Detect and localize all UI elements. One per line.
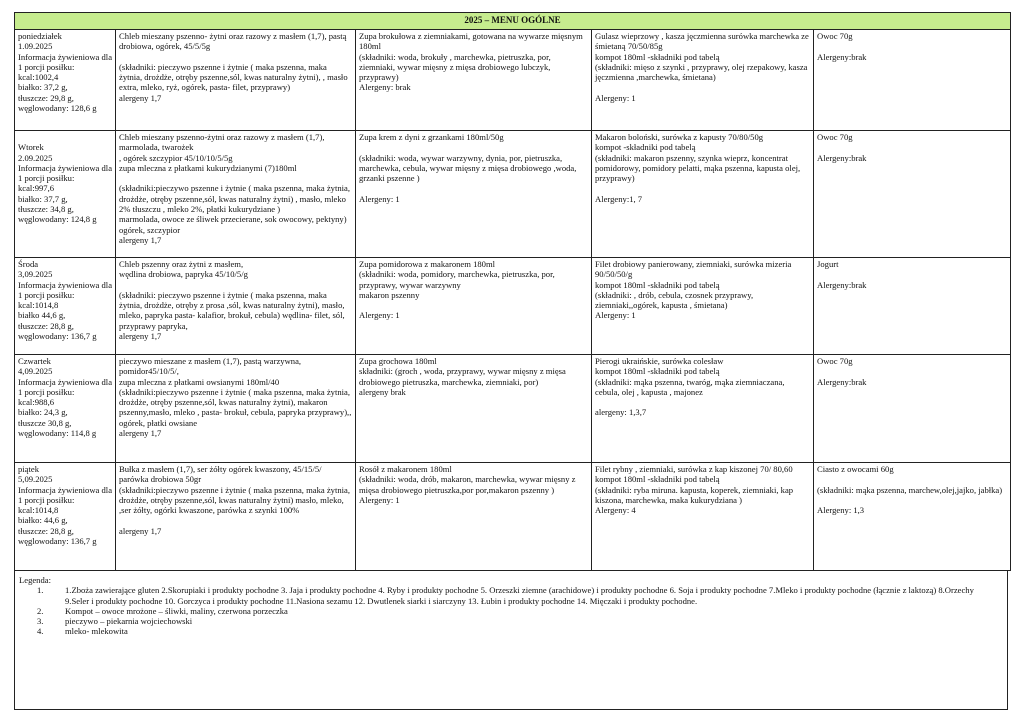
soup-cell: Zupa grochowa 180ml składniki: (groch , woda, przyprawy, wywar mięsny z mięsa drobiowego pietruszka, marchewka, ziemniaki, por) alergeny brak — [356, 355, 592, 463]
day-info: Czwartek 4,09.2025 Informacja żywieniowa dla 1 porcji posiłku: kcal:988,6 białko: 24,3 g, tłuszcze 30,8 g, węglowodany: 114,8 g — [15, 355, 116, 463]
legend-item-text: pieczywo – piekarnia wojciechowski — [65, 616, 193, 627]
main-course-cell: Filet rybny , ziemniaki, surówka z kap kiszonej 70/ 80,60 kompot 180ml -składniki pod tabelą (składniki: ryba miruna. kapusta, koperek, ziemniaki, kap kiszona, marchewka, maka kukurydziana ) Alergeny: 4 — [592, 463, 814, 571]
day-info: piątek 5,09.2025 Informacja żywieniowa dla 1 porcji posiłku: kcal:1014,8 białko: 44,6 g, tłuszcze: 28,8 g, węglowodany: 136,7 g — [15, 463, 116, 571]
breakfast-cell: Chleb mieszany pszenno-żytni oraz razowy z masłem (1,7), marmolada, twarożek , ogórek szczypior 45/10/10/5/5g zupa mleczna z płatkami kukurydzianymi (7)180ml (składniki:pieczywo pszenne i żytnie ( maka pszenna, maka żytnia, drożdże, otręby pszenne,sól, kwas naturalny żytni) , masło, mleko 2% tłuszczu , mleko 2%, płatki kukurydziane ) marmolada, owoce ze śliwek przecierane, sok owocowy, pektyny) ogórek, szczypior alergeny 1,7 — [116, 131, 356, 258]
legend-item-number: 4. — [37, 626, 44, 637]
menu-title: 2025 – MENU OGÓLNE — [15, 13, 1011, 30]
legend-item-number: 3. — [37, 616, 44, 627]
legend-item — [15, 616, 1007, 626]
legend-item — [15, 626, 1007, 636]
day-info: Wtorek 2.09.2025 Informacja żywieniowa dla 1 porcji posiłku: kcal:997,6 białko: 37,7 g, tłuszcze: 34,8 g, węglowodany: 124,8 g — [15, 131, 116, 258]
legend-item-number: 2. — [37, 605, 44, 616]
main-course-cell: Filet drobiowy panierowany, ziemniaki, surówka mizeria 90/50/50/g kompot 180ml -składniki pod tabelą (składniki: , drób, cebula, czosnek przyprawy, ziemniaki,,ogórek, kapusta , śmietana) Alergeny: 1 — [592, 258, 814, 355]
soup-cell: Zupa krem z dyni z grzankami 180ml/50g (składniki: woda, wywar warzywny, dynia, por, pietruszka, marchewka, cebula, wywar mięsny z mięsa drobiowego ,woda, grzanki pszenne ) Alergeny: 1 — [356, 131, 592, 258]
snack-cell: Ciasto z owocami 60g (składniki: mąka pszenna, marchew,olej,jajko, jabłka) Alergeny: 1,3 — [814, 463, 1011, 571]
day-info: poniedziałek 1.09.2025 Informacja żywieniowa dla 1 porcji posiłku: kcal:1002,4 białko: 37,2 g, tłuszcze: 29,8 g, węglowodany: 128,6 g — [15, 30, 116, 131]
legend-item-number: 1. — [37, 585, 44, 596]
snack-cell: Owoc 70g Alergeny:brak — [814, 131, 1011, 258]
day-row — [15, 131, 1011, 258]
main-course-cell: Gulasz wieprzowy , kasza jęczmienna surówka marchewka ze śmietaną 70/50/85g kompot 180ml -składniki pod tabelą (składniki: mięso z szynki , przyprawy, olej rzepakowy, kasza jęczmienna ,marchewka, śmietana) Alergeny: 1 — [592, 30, 814, 131]
day-row — [15, 258, 1011, 355]
menu-table — [14, 12, 1011, 571]
legend-item-text: Kompot – owoce mrożone – śliwki, maliny, czerwona porzeczka — [65, 605, 288, 616]
legend-item — [15, 606, 1007, 616]
breakfast-cell: Chleb mieszany pszenno- żytni oraz razowy z masłem (1,7), pastą drobiowa, ogórek, 45/5/5g (składniki: pieczywo pszenne i żytnie ( maka pszenna, maka żytnia, drożdże, otręby pszenne,sól, kwas naturalny żytni), , masło extra, mleko, ryż, ogórek, pasta- filet, przyprawy) alergeny 1,7 — [116, 30, 356, 131]
day-row — [15, 30, 1011, 131]
day-info: Środa 3,09.2025 Informacja żywieniowa dla 1 porcji posiłku: kcal:1014,8 białko 44,6 g, tłuszcze: 28,8 g, węglowodany: 136,7 g — [15, 258, 116, 355]
legend-item-text: mleko- mlekowita — [65, 626, 128, 637]
snack-cell: Owoc 70g Alergeny:brak — [814, 30, 1011, 131]
breakfast-cell: Bułka z masłem (1,7), ser żółty ogórek kwaszony, 45/15/5/ parówka drobiowa 50gr (składniki:pieczywo pszenne i żytnie ( maka pszenna, maka żytnia, drożdże, otręby pszenne,sól, kwas naturalny żytni) masło, mleko, ,ser żółty, ogórki kwaszone, parówka z szynki 100% alergeny 1,7 — [116, 463, 356, 571]
legend-title: Legenda: — [19, 575, 51, 585]
snack-cell: Owoc 70g Alergeny:brak — [814, 355, 1011, 463]
day-row — [15, 355, 1011, 463]
menu-page — [14, 12, 1010, 712]
snack-cell: Jogurt Alergeny:brak — [814, 258, 1011, 355]
legend — [14, 571, 1008, 710]
main-course-cell: Pierogi ukraińskie, surówka colesław kompot 180ml -składniki pod tabelą (składniki: mąka pszenna, twaróg, mąka ziemniaczana, cebula, olej , kapusta , majonez alergeny: 1,3,7 — [592, 355, 814, 463]
soup-cell: Zupa brokułowa z ziemniakami, gotowana na wywarze mięsnym 180ml (składniki: woda, brokuły , marchewka, pietruszka, por, ziemniaki, wywar mięsny z mięsa drobiowego lubczyk, przyprawy) Alergeny: brak — [356, 30, 592, 131]
day-row — [15, 463, 1011, 571]
soup-cell: Zupa pomidorowa z makaronem 180ml (składniki: woda, pomidory, marchewka, pietruszka, por, przyprawy, wywar warzywny makaron pszenny Alergeny: 1 — [356, 258, 592, 355]
breakfast-cell: pieczywo mieszane z masłem (1,7), pastą warzywna, pomidor45/10/5/, zupa mleczna z płatkami owsianymi 180ml/40 (składniki:pieczywo pszenne i żytnie ( maka pszenna, maka żytnia, drożdże, otręby pszenne,sól, kwas naturalny żytni), makaron pszenny,masło, mleko , pasta- brokuł, cebula, papryka przyprawy),, ogórek, płatki owsiane alergeny 1,7 — [116, 355, 356, 463]
soup-cell: Rosół z makaronem 180ml (składniki: woda, drób, makaron, marchewka, wywar mięsny z mięsa drobiowego pietruszka,por por,makaron pszenny ) Alergeny: 1 — [356, 463, 592, 571]
main-course-cell: Makaron boloński, surówka z kapusty 70/80/50g kompot -składniki pod tabelą (składniki: makaron pszenny, szynka wieprz, koncentrat pomidorowy, pomidory pelatti, mąka pszenna, kapusta olej, przyprawy) Alergeny:1, 7 — [592, 131, 814, 258]
legend-item — [15, 585, 1007, 606]
legend-item-text: 1.Zboża zawierające gluten 2.Skorupiaki i produkty pochodne 3. Jaja i produkty pochodne 4. Ryby i produkty pochodne 5. Orzeszki ziemne (arachidowe) i produkty pochodne 6. Soja i produkty pochodne 7.Mleko i produkty pochodne (łącznie z laktozą) 8.Orzechy 9.Seler i produkty pochodne 10. Gorczyca i produkty pochodne 11.Nasiona sezamu 12. Dwutlenek siarki i siarczyny 13. Łubin i produkty pochodne 14. Mięczaki i produkty pochodne. — [65, 585, 974, 606]
breakfast-cell: Chleb pszenny oraz żytni z masłem, wędlina drobiowa, papryka 45/10/5/g (składniki: pieczywo pszenne i żytnie ( maka pszenna, maka żytnia, drożdże, otręby z prosa ,sól, kwas naturalny żytni), masło, mleko, papryka pasta- kalafior, brokuł, cebula) wędlina- filet, sól, przyprawy papryka, alergeny 1,7 — [116, 258, 356, 355]
